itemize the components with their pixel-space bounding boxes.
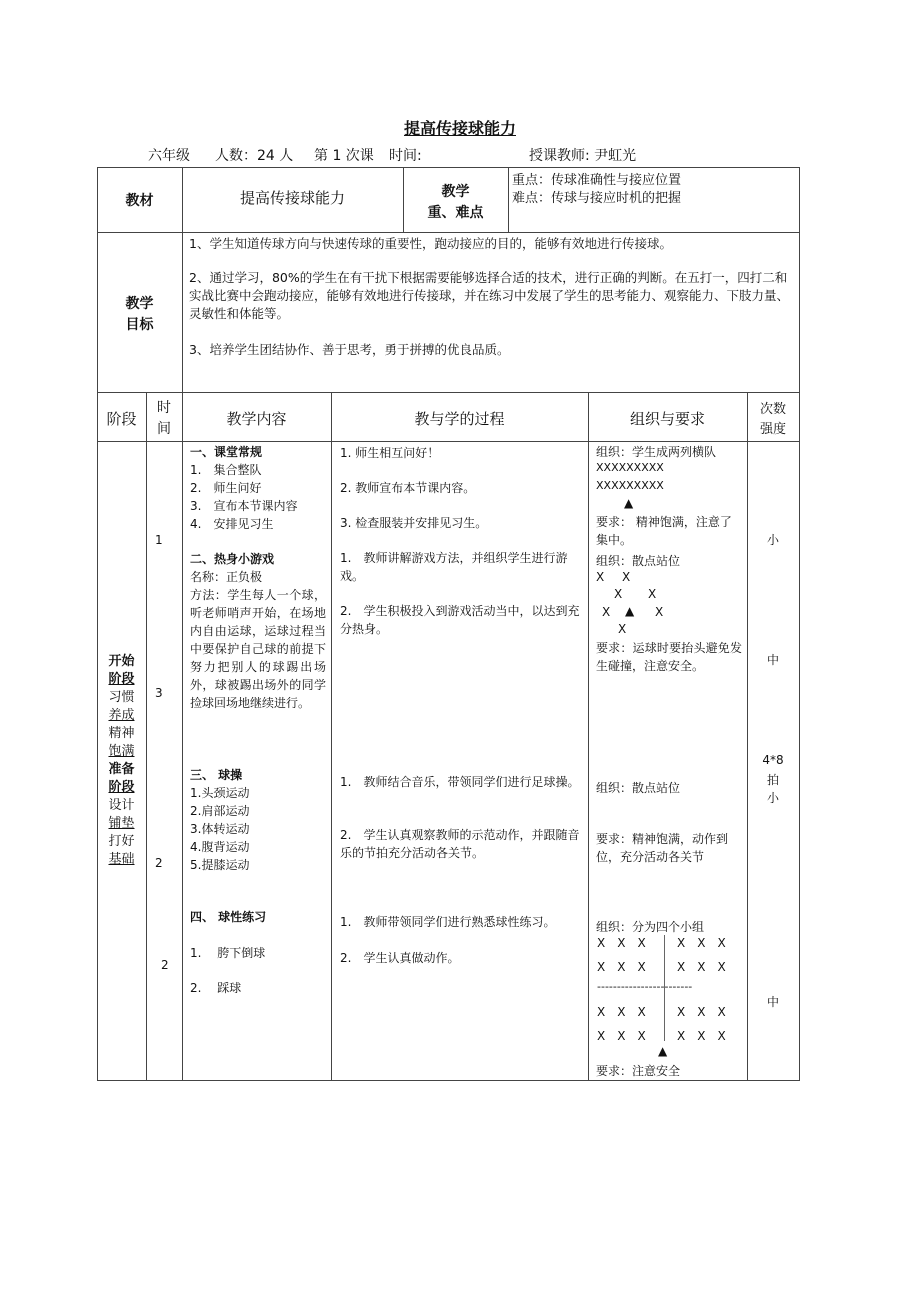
section-4-title: 四、 球性练习 <box>190 910 267 924</box>
objectives-label-1: 教学 <box>125 296 154 312</box>
section-1-item: 3. 宣布本节课内容 <box>190 499 298 513</box>
game-method: 方法：学生每人一个球，听老师哨声开始，在场地内自由运球，运球过程当中要保护自己球的前提下努力把别人的球踢出场外，球被踢出场外的同学捡球回场地继续进行。 <box>190 588 326 710</box>
process-step: 2. 学生认真观察教师的示范动作，并跟随音乐的节拍充分活动各关节。 <box>340 828 580 860</box>
org-requirement: 要求：精神饱满，动作到位，充分活动各关节 <box>596 832 729 864</box>
process-step: 1. 教师讲解游戏方法，并组织学生进行游戏。 <box>340 551 568 583</box>
org-formation: 组织：散点站位 <box>596 554 681 568</box>
header-content: 教学内容 <box>226 410 287 428</box>
objectives-label-2: 目标 <box>125 317 154 333</box>
intensity-value: 中 <box>766 653 779 667</box>
section-3-item: 5.提膝运动 <box>190 858 250 872</box>
time-label: 时间: <box>389 148 422 164</box>
section-1-item: 1. 集合整队 <box>190 463 262 477</box>
key-label-2: 重、难点 <box>427 205 484 221</box>
material-label: 教材 <box>125 193 154 209</box>
process-step: 1. 教师结合音乐，带领同学们进行足球操。 <box>340 775 580 789</box>
stage-text: 精神 <box>108 726 135 741</box>
section-2-title: 二、热身小游戏 <box>190 552 275 566</box>
time-value: 2 <box>155 856 163 870</box>
section-3-item: 2.肩部运动 <box>190 804 250 818</box>
time-value: 2 <box>161 958 169 972</box>
formation-row: XXXXXXXXX <box>596 461 664 474</box>
group-row: X X X <box>597 960 646 974</box>
lesson-number: 第 1 次课 <box>314 148 374 164</box>
section-1-item: 4. 安排见习生 <box>190 517 274 531</box>
org-formation: 组织：散点站位 <box>596 781 681 795</box>
stage-text: 设计 <box>108 798 135 813</box>
intensity-value: 4*8 <box>762 753 784 767</box>
org-formation: 组织：分为四个小组 <box>596 920 705 934</box>
process-step: 1. 师生相互问好！ <box>340 446 440 460</box>
grade: 六年级 <box>148 148 190 164</box>
process-step: 3. 检查服装并安排见习生。 <box>340 516 488 530</box>
stage-text: 铺垫 <box>108 816 135 831</box>
student-x: X <box>622 570 631 584</box>
material-value: 提高传接球能力 <box>239 189 345 207</box>
section-3-item: 1.头颈运动 <box>190 786 250 800</box>
header-organization: 组织与要求 <box>629 410 705 428</box>
org-requirement: 要求： 精神饱满，注意了集中。 <box>596 515 732 547</box>
org-requirement: 要求：注意安全 <box>596 1064 681 1078</box>
header-stage: 阶段 <box>106 410 137 428</box>
objective-3: 3、培养学生团结协作、善于思考，勇于拼搏的优良品质。 <box>189 342 510 357</box>
section-1-title: 一、课堂常规 <box>190 445 263 459</box>
group-row: X X X <box>677 960 726 974</box>
student-x: X <box>614 587 623 601</box>
page-title: 提高传接球能力 <box>403 119 516 138</box>
time-value: 1 <box>155 533 163 547</box>
student-x: X <box>596 570 605 584</box>
stage-text: 阶段 <box>108 672 135 687</box>
header-intensity-1: 次数 <box>759 402 786 417</box>
process-step: 1. 教师带领同学们进行熟悉球性练习。 <box>340 915 556 929</box>
section-1-item: 2. 师生问好 <box>190 481 262 495</box>
group-row: X X X <box>597 1029 646 1043</box>
objective-1: 1、学生知道传球方向与快速传球的重要性，跑动接应的目的，能够有效地进行传接球。 <box>189 236 672 251</box>
stage-text: 基础 <box>108 852 135 867</box>
header-intensity-2: 强度 <box>759 422 786 437</box>
stage-text: 准备 <box>108 762 135 777</box>
intensity-value: 拍 <box>766 773 779 787</box>
process-step: 2. 教师宣布本节课内容。 <box>340 481 476 495</box>
stage-column <box>97 653 146 869</box>
key-label-1: 教学 <box>441 184 470 200</box>
section-3-item: 3.体转运动 <box>190 822 250 836</box>
section-3-item: 4.腹背运动 <box>190 840 250 854</box>
section-4-item: 1. 胯下倒球 <box>190 946 266 960</box>
divider-dashes: ------------------------ <box>597 980 693 993</box>
student-x: X <box>618 622 627 636</box>
section-4-item: 2. 踩球 <box>190 981 242 995</box>
student-x: X <box>655 605 664 619</box>
stage-text: 养成 <box>108 708 135 723</box>
time-value: 3 <box>155 686 163 700</box>
teacher-triangle-icon: ▲ <box>658 1044 668 1058</box>
stage-text: 饱满 <box>108 744 135 759</box>
student-count: 人数：24 人 <box>215 148 294 164</box>
org-formation: 组织：学生成两列横队 <box>596 445 717 459</box>
group-row: X X X <box>597 936 646 950</box>
stage-text: 阶段 <box>108 780 135 795</box>
teacher-triangle-icon: ▲ <box>624 496 634 510</box>
process-step: 2. 学生认真做动作。 <box>340 951 460 965</box>
stage-text: 习惯 <box>108 690 135 705</box>
game-name: 名称：正负极 <box>190 570 263 584</box>
formation-row: XXXXXXXXX <box>596 479 664 492</box>
student-x: X <box>602 605 611 619</box>
group-row: X X X <box>677 1029 726 1043</box>
intensity-value: 小 <box>766 791 779 805</box>
objective-2: 2、通过学习，80%的学生在有干扰下根据需要能够选择合适的技术，进行正确的判断。在五打一，四打二和实战比赛中会跑动接应，能够有效地进行传接球，并在练习中发展了学生的思考能力、观察能力、下肢力量、灵敏性和体能等。 <box>189 270 790 321</box>
section-3-title: 三、 球操 <box>190 768 243 782</box>
process-step: 2. 学生积极投入到游戏活动当中，以达到充分热身。 <box>340 604 580 636</box>
difficult-point: 难点：传球与接应时机的把握 <box>512 191 682 206</box>
group-row: X X X <box>597 1005 646 1019</box>
intensity-value: 中 <box>766 995 779 1009</box>
group-row: X X X <box>677 936 726 950</box>
header-time-1: 时 <box>157 400 171 416</box>
teacher: 授课教师: 尹虹光 <box>529 148 637 164</box>
key-point: 重点：传球准确性与接应位置 <box>512 173 682 188</box>
group-row: X X X <box>677 1005 726 1019</box>
org-requirement: 要求：运球时要抬头避免发生碰撞，注意安全。 <box>596 641 742 673</box>
intensity-value: 小 <box>766 533 779 547</box>
teacher-triangle-icon: ▲ <box>625 604 635 618</box>
header-time-2: 间 <box>157 421 171 437</box>
student-x: X <box>648 587 657 601</box>
header-process: 教与学的过程 <box>414 410 505 428</box>
stage-text: 开始 <box>108 654 135 669</box>
stage-text: 打好 <box>108 834 135 849</box>
